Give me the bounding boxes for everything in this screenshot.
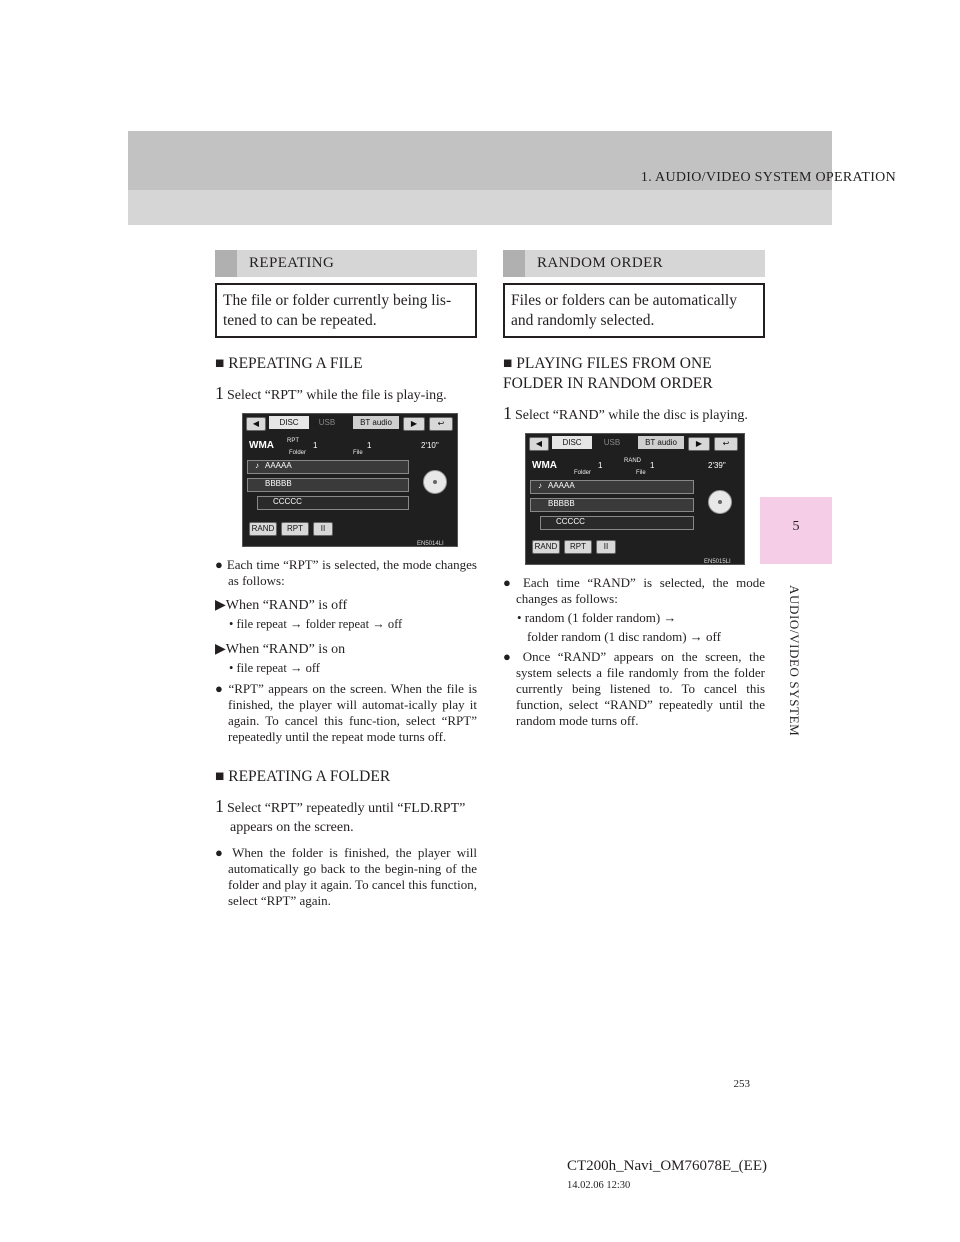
subheading-repeating-folder: ■ REPEATING A FOLDER — [215, 768, 391, 785]
step-1-folder: 1 Select “RPT” repeatedly until “FLD.RPT” appears on the screen. — [215, 796, 466, 835]
format-label: WMA — [249, 440, 274, 451]
rand-button[interactable]: RAND — [249, 522, 277, 536]
elapsed-time: 2'10" — [421, 441, 439, 450]
file-value: 1 — [367, 441, 372, 450]
folder-title: BBBBB — [548, 499, 575, 508]
folder-value: 1 — [313, 441, 318, 450]
disc-icon — [423, 470, 447, 494]
tab-usb[interactable]: USB — [603, 438, 621, 447]
subheading-random: ■ PLAYING FILES FROM ONE FOLDER IN RANDOM ORDER — [503, 355, 713, 392]
section-title: REPEATING — [249, 255, 335, 271]
tab-usb[interactable]: USB — [318, 418, 336, 427]
music-note-icon: ♪ — [538, 481, 542, 490]
chapter-tab — [760, 497, 832, 564]
file-value: 1 — [650, 461, 655, 470]
bullet-folder-finished: ● When the folder is finished, the player will automatically go back to the begin-ning of the folder and play it again. To cancel this function, select “RPT” again. — [215, 845, 477, 908]
step-1: 1 Select “RPT” while the file is play-ing. — [215, 383, 447, 403]
chapter-label: AUDIO/VIDEO SYSTEM — [787, 585, 802, 737]
rpt-button[interactable]: RPT — [281, 522, 309, 536]
pause-button[interactable]: II — [313, 522, 333, 536]
rand-on-sequence: • file repeat → off — [229, 661, 320, 675]
back-arrow-icon[interactable]: ◀ — [529, 437, 549, 451]
music-note-icon: ♪ — [255, 461, 259, 470]
file-label: File — [353, 450, 363, 456]
back-arrow-icon[interactable]: ◀ — [246, 417, 266, 431]
section-description: The file or folder currently being lis-tened to can be repeated. — [215, 283, 477, 338]
left-column — [215, 250, 477, 909]
return-icon[interactable]: ↩ — [714, 437, 738, 451]
track-title: AAAAA — [548, 481, 575, 490]
print-timestamp: 14.02.06 12:30 — [567, 1180, 631, 1191]
chapter-number: 5 — [792, 519, 800, 534]
bullet-rpt-mode: ● Each time “RPT” is selected, the mode changes as follows: — [215, 557, 477, 588]
tab-disc[interactable]: DISC — [269, 416, 309, 429]
section-header-random — [503, 250, 765, 277]
tab-disc[interactable]: DISC — [552, 436, 592, 449]
rand-button[interactable]: RAND — [532, 540, 560, 554]
format-label: WMA — [532, 460, 557, 471]
pause-button[interactable]: II — [596, 540, 616, 554]
bullet-rpt-appears: ● “RPT” appears on the screen. When the file is finished, the player will automat-ically play it again. To cancel this func-tion, select “RPT” repeatedly until the repeat mode turns off. — [215, 681, 477, 744]
artist-name: CCCCC — [556, 517, 585, 526]
tab-bt-audio[interactable]: BT audio — [353, 416, 399, 429]
section-description: Files or folders can be automatically and randomly selected. — [503, 283, 765, 338]
rpt-indicator: RPT — [287, 438, 299, 444]
rpt-button[interactable]: RPT — [564, 540, 592, 554]
folder-label: Folder — [289, 450, 307, 456]
track-title: AAAAA — [265, 461, 292, 470]
figure-code: EN5014LI — [417, 541, 444, 547]
rand-sequence-1: • random (1 folder random) → — [517, 610, 677, 625]
subheading-repeating-file: ■ REPEATING A FILE — [215, 355, 363, 372]
rand-off-heading: ▶When “RAND” is off — [215, 598, 348, 613]
page-number: 253 — [733, 1078, 750, 1090]
rand-indicator: RAND — [624, 458, 642, 464]
return-icon[interactable]: ↩ — [429, 417, 453, 431]
audio-screen-rand — [525, 433, 745, 565]
document-id: CT200h_Navi_OM76078E_(EE) — [567, 1158, 767, 1174]
step-1-random: 1 Select “RAND” while the disc is playing. — [503, 403, 748, 423]
section-header-repeating — [215, 250, 477, 277]
disc-icon — [708, 490, 732, 514]
rand-on-heading: ▶When “RAND” is on — [215, 642, 346, 657]
rand-sequence-2: folder random (1 disc random) → off — [527, 629, 721, 644]
folder-title: BBBBB — [265, 479, 292, 488]
right-column — [503, 250, 765, 729]
bullet-rand-mode: ● Each time “RAND” is selected, the mode changes as follows: — [503, 575, 765, 606]
elapsed-time: 2'39" — [708, 461, 726, 470]
file-label: File — [636, 470, 646, 476]
running-header: 1. AUDIO/VIDEO SYSTEM OPERATION — [640, 170, 896, 185]
folder-label: Folder — [574, 470, 592, 476]
tab-bt-audio[interactable]: BT audio — [638, 436, 684, 449]
section-title: RANDOM ORDER — [537, 255, 664, 271]
forward-arrow-icon[interactable]: ▶ — [688, 437, 710, 451]
folder-value: 1 — [598, 461, 603, 470]
audio-screen-rpt — [242, 413, 458, 547]
artist-name: CCCCC — [273, 497, 302, 506]
rand-off-sequence: • file repeat → folder repeat → off — [229, 617, 403, 631]
figure-code: EN5015LI — [704, 559, 731, 565]
forward-arrow-icon[interactable]: ▶ — [403, 417, 425, 431]
bullet-rand-appears: ● Once “RAND” appears on the screen, the system selects a file randomly from the folder currently being listened to. To cancel this function, select “RAND” repeatedly until the random mode turns off. — [503, 649, 765, 728]
